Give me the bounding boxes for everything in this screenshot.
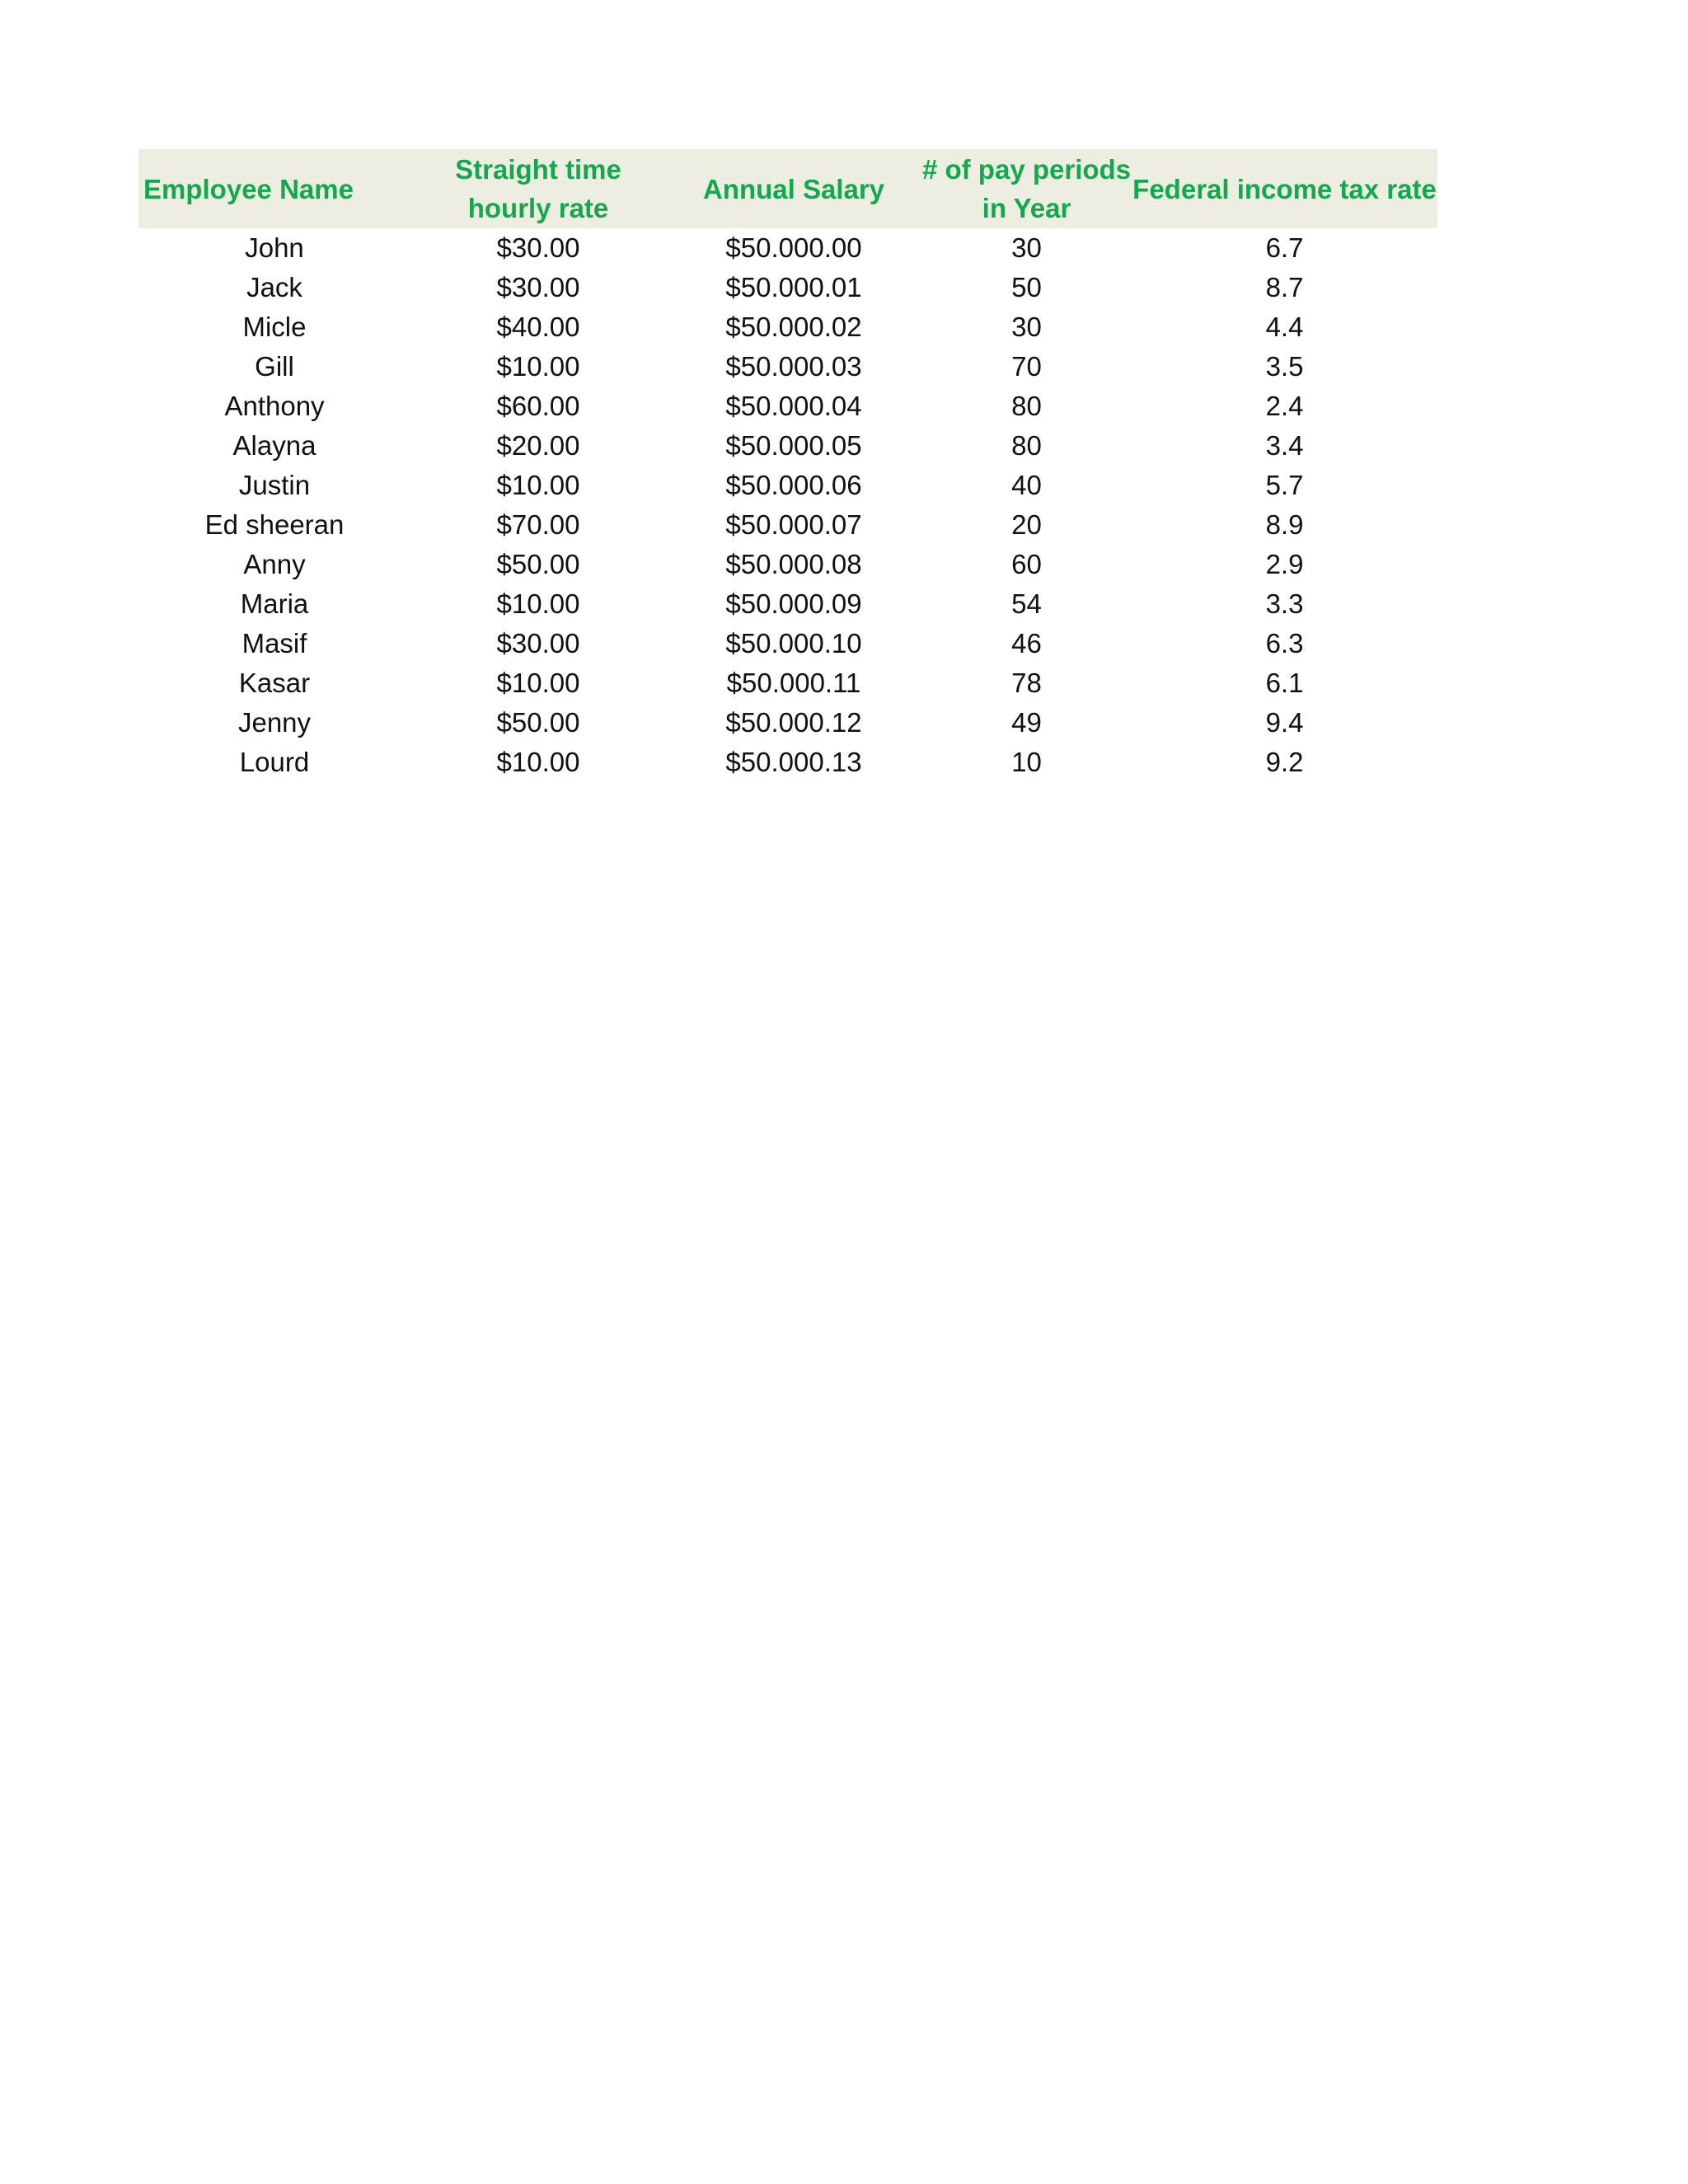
employee-name-cell: Lourd: [239, 747, 310, 777]
pay-periods-cell: 78: [1011, 668, 1042, 698]
hourly-rate-cell: $40.00: [496, 312, 580, 342]
employee-name-cell: Justin: [238, 470, 311, 500]
annual-salary-cell: $50.000.02: [725, 312, 862, 342]
hourly-rate-cell: $10.00: [496, 747, 580, 777]
employee-name-cell: Jack: [246, 272, 302, 302]
header-hourly-rate-line2: hourly rate: [467, 193, 609, 223]
header-hourly-rate-line1: Straight time: [455, 154, 621, 185]
hourly-rate-cell: $50.00: [496, 707, 580, 738]
header-employee-name-text: Employee Name: [143, 173, 354, 204]
employee-name-cell: Masif: [241, 628, 307, 658]
employee-name-cell: Ed sheeran: [204, 509, 345, 540]
annual-salary-cell: $50.000.04: [725, 391, 862, 421]
pay-periods-cell: 80: [1011, 391, 1042, 421]
pay-periods-cell: 30: [1011, 312, 1042, 342]
hourly-rate-cell: $20.00: [496, 430, 580, 461]
table-row: [138, 663, 1437, 703]
table-row: [138, 387, 1437, 426]
pay-periods-cell: 49: [1011, 707, 1042, 738]
header-federal-tax-rate: [1132, 149, 1437, 228]
pay-periods-cell: 20: [1011, 509, 1042, 540]
table-row: [138, 624, 1437, 663]
employee-name-cell: Maria: [240, 588, 309, 619]
header-annual-salary-text: Annual Salary: [702, 173, 885, 204]
federal-tax-rate-cell: 6.7: [1265, 232, 1304, 263]
federal-tax-rate-cell: 3.3: [1265, 588, 1304, 619]
federal-tax-rate-cell: 9.2: [1265, 747, 1304, 777]
annual-salary-cell: $50.000.09: [725, 588, 862, 619]
table-row: [138, 347, 1437, 387]
annual-salary-cell: $50.000.11: [726, 668, 861, 698]
header-pay-periods: [921, 149, 1132, 228]
annual-salary-cell: $50.000.12: [725, 707, 862, 738]
federal-tax-rate-cell: 4.4: [1265, 312, 1304, 342]
federal-tax-rate-cell: 2.4: [1265, 391, 1304, 421]
pay-periods-cell: 50: [1011, 272, 1042, 302]
hourly-rate-cell: $10.00: [496, 351, 580, 382]
employee-name-cell: John: [245, 232, 304, 263]
annual-salary-cell: $50.000.03: [725, 351, 862, 382]
hourly-rate-cell: $30.00: [496, 628, 580, 658]
federal-tax-rate-cell: 6.3: [1265, 628, 1304, 658]
hourly-rate-cell: $30.00: [496, 272, 580, 302]
table-row: [138, 545, 1437, 584]
header-employee-name: [138, 149, 410, 228]
hourly-rate-cell: $10.00: [496, 588, 580, 619]
header-pay-periods-line1: # of pay periods: [921, 154, 1132, 185]
annual-salary-cell: $50.000.06: [725, 470, 862, 500]
header-federal-tax-rate-text: Federal income tax rate: [1132, 173, 1437, 204]
federal-tax-rate-cell: 8.7: [1265, 272, 1304, 302]
pay-periods-cell: 60: [1011, 549, 1042, 579]
pay-periods-cell: 46: [1011, 628, 1042, 658]
employee-name-cell: Kasar: [238, 668, 311, 698]
header-hourly-rate: [410, 149, 666, 228]
hourly-rate-cell: $60.00: [496, 391, 580, 421]
header-row: [138, 149, 1437, 228]
hourly-rate-cell: $10.00: [496, 668, 580, 698]
table-row: [138, 307, 1437, 347]
employee-name-cell: Anny: [243, 549, 306, 579]
table-row: [138, 703, 1437, 743]
annual-salary-cell: $50.000.01: [725, 272, 862, 302]
federal-tax-rate-cell: 6.1: [1265, 668, 1304, 698]
employee-name-cell: Micle: [242, 312, 307, 342]
table-row: [138, 426, 1437, 466]
annual-salary-cell: $50.000.13: [725, 747, 862, 777]
annual-salary-cell: $50.000.00: [725, 232, 862, 263]
hourly-rate-cell: $30.00: [496, 232, 580, 263]
annual-salary-cell: $50.000.08: [725, 549, 862, 579]
pay-periods-cell: 80: [1011, 430, 1042, 461]
pay-periods-cell: 10: [1011, 747, 1042, 777]
annual-salary-cell: $50.000.10: [725, 628, 862, 658]
table-row: [138, 505, 1437, 545]
employee-name-cell: Alayna: [232, 430, 316, 461]
employee-table: [138, 149, 1437, 782]
hourly-rate-cell: $50.00: [496, 549, 580, 579]
table-row: [138, 228, 1437, 268]
header-pay-periods-line2: in Year: [982, 193, 1071, 223]
spreadsheet-page: [138, 149, 1437, 782]
annual-salary-cell: $50.000.07: [725, 509, 862, 540]
employee-name-cell: Anthony: [224, 391, 325, 421]
federal-tax-rate-cell: 5.7: [1265, 470, 1304, 500]
hourly-rate-cell: $70.00: [496, 509, 580, 540]
table-row: [138, 268, 1437, 307]
employee-name-cell: Jenny: [237, 707, 312, 738]
federal-tax-rate-cell: 8.9: [1265, 509, 1304, 540]
table-row: [138, 584, 1437, 624]
annual-salary-cell: $50.000.05: [725, 430, 862, 461]
federal-tax-rate-cell: 2.9: [1265, 549, 1304, 579]
pay-periods-cell: 70: [1011, 351, 1042, 382]
hourly-rate-cell: $10.00: [496, 470, 580, 500]
federal-tax-rate-cell: 3.5: [1265, 351, 1304, 382]
pay-periods-cell: 40: [1011, 470, 1042, 500]
table-row: [138, 466, 1437, 505]
federal-tax-rate-cell: 9.4: [1265, 707, 1304, 738]
table-body: [138, 228, 1437, 782]
table-row: [138, 743, 1437, 782]
header-annual-salary: [666, 149, 921, 228]
pay-periods-cell: 54: [1011, 588, 1042, 619]
federal-tax-rate-cell: 3.4: [1265, 430, 1304, 461]
employee-name-cell: Gill: [255, 351, 294, 382]
pay-periods-cell: 30: [1011, 232, 1042, 263]
